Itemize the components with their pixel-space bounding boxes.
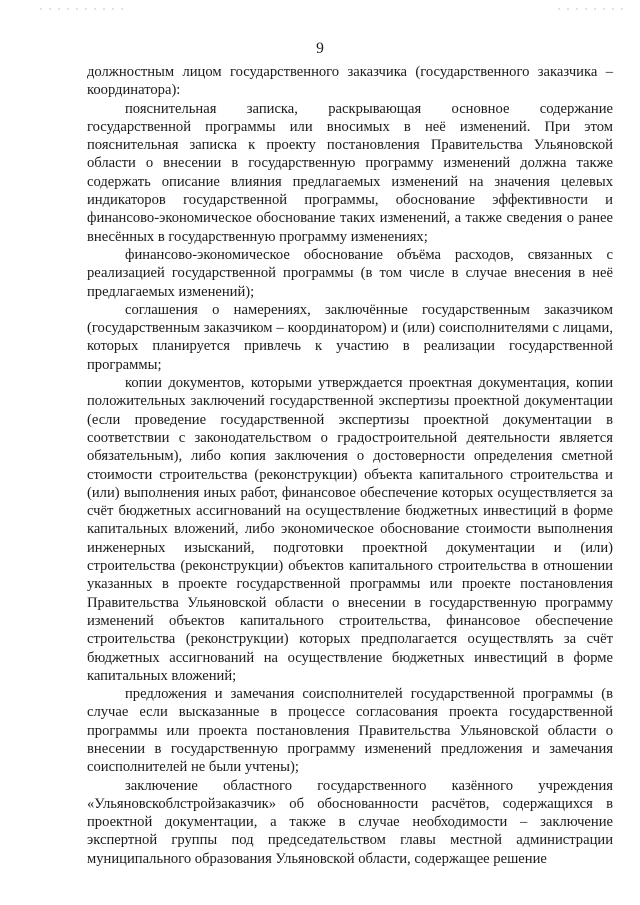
paragraph-financial-justification: финансово-экономическое обоснование объёма расходов, связанных с реализацией государственной программы (в том числе в случае внесения в неё предлагаемых изменений); <box>87 246 613 300</box>
scan-artifact <box>40 8 130 10</box>
scan-artifact <box>558 8 628 10</box>
paragraph-project-documents: копии документов, которыми утверждается проектная документация, копии положительных заключений государственной экспертизы проектной документации (если проведение государственной экспертизы проектной документации в соответствии с законодательством о градостроительной деятельности является обязательным), либо копия заключения о достоверности определения сметной стоимости строительства (реконструкции) объекта капитального строительства и (или) выполнения иных работ, финансовое обеспечение которых осуществляется за счёт бюджетных ассигнований на осуществление бюджетных инвестиций в форме капитальных вложений, либо экономическое обоснование стоимости выполнения инженерных изысканий, подготовки проектной документации и (или) строительства (реконструкции) объектов капитального строительства в отношении указанных в проекте государственной программы или проекте постановления Правительства Ульяновской области о внесении в государственную программу изменений объектов капитального строительства, финансовое обеспечение строительства (реконструкции) которых предполагается осуществлять за счёт бюджетных ассигнований на осуществление бюджетных инвестиций в форме капитальных вложений; <box>87 375 613 684</box>
page-number: 9 <box>316 40 324 57</box>
paragraph-explanatory-note: пояснительная записка, раскрывающая основное содержание государственной программы или вносимых в неё изменений. При этом пояснительная записка к проекту постановления Правительства Ульяновской области о внесении в государственную программу изменений должна также содержать описание влияния предлагаемых изменений на значения целевых индикаторов государственной программы, обоснование эффективности и финансово-экономическое обоснование таких изменений, а также сведения о ранее внесённых в государственную программу изменениях; <box>87 100 613 245</box>
paragraph-agreements: соглашения о намерениях, заключённые государственным заказчиком (государственным заказчиком – координатором) и (или) соисполнителями с лицами, которых планируется привлечь к участию в реализации государственной программы; <box>87 301 613 373</box>
paragraph-conclusion: заключение областного государственного казённого учреждения «Ульяновскоблстройзаказчик» об обоснованности расчётов, содержащихся в проектной документации, а также в случае необходимости – заключение экспертной группы под председательством главы местной администрации муниципального образования Ульяновской области, содержащее решение <box>87 777 613 867</box>
paragraph-continuation: должностным лицом государственного заказчика (государственного заказчика – координатора): <box>87 64 613 99</box>
paragraph-proposals: предложения и замечания соисполнителей государственной программы (в случае если высказанные в процессе согласования проекта государственной программы или проекта постановления Правительства Ульяновской области о внесении в государственную программу изменений предложения и замечания соисполнителей не были учтены); <box>87 686 613 776</box>
document-body <box>87 63 613 868</box>
